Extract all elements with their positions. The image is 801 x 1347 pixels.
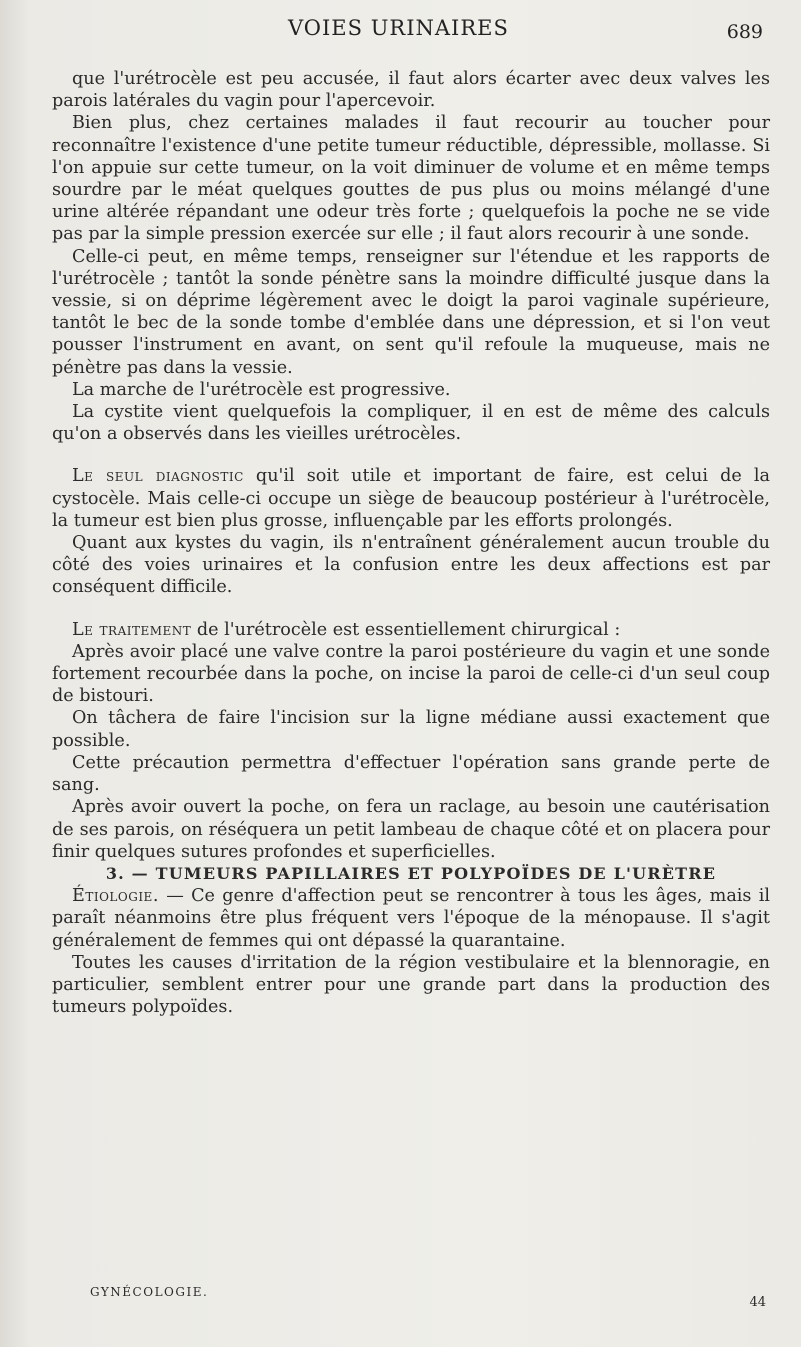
section-heading: 3. — TUMEURS PAPILLAIRES ET POLYPOÏDES DE L'URÈTRE	[105, 863, 717, 883]
paragraph: On tâchera de faire l'incision sur la ligne médiane aussi exactement que possible.	[52, 708, 770, 751]
page-footer	[52, 1285, 770, 1325]
paragraph: Celle-ci peut, en même temps, renseigner sur l'étendue et les rapports de l'urétrocèle ; tantôt la sonde pénètre sans la moindre difficulté jusque dans la vessie, si on déprime légèrement avec le doigt la paroi vaginale supérieure, tantôt le bec de la sonde tombe d'emblée dans une dépression, et si l'on veut pousser l'instrument en avant, on sent qu'il refoule la muqueuse, mais ne pénètre pas dans la vessie.	[52, 246, 770, 378]
paragraph: que l'urétrocèle est peu accusée, il faut alors écarter avec deux valves les parois latérales du vagin pour l'apercevoir.	[52, 69, 770, 112]
page-number: 689	[726, 21, 763, 43]
paragraph: Quant aux kystes du vagin, ils n'entraînent généralement aucun trouble du côté des voies urinaires et la confusion entre les deux affections est par conséquent difficile.	[52, 533, 770, 598]
paragraph-diagnostic: Le seul diagnostic qu'il soit utile et important de faire, est celui de la cystocèle. Mais celle-ci occupe un siège de beaucoup postérieur à l'urétrocèle, la tumeur est bien plus grosse, influençable par les efforts prolongés.	[52, 466, 770, 531]
paragraph: Cette précaution permettra d'effectuer l'opération sans grande perte de sang.	[52, 752, 770, 796]
signature-label: GYNÉCOLOGIE.	[90, 1285, 209, 1299]
signature-number: 44	[749, 1295, 766, 1310]
running-head	[0, 14, 801, 44]
paragraph-traitement: Le traitement de l'urétrocèle est essentiellement chirurgical :	[72, 619, 621, 640]
body-text	[52, 68, 770, 1018]
paragraph: Bien plus, chez certaines malades il faut recourir au toucher pour reconnaître l'existence d'une petite tumeur réductible, dépressible, mollasse. Si l'on appuie sur cette tumeur, on la voit diminuer de volume et en même temps sourdre par le méat quelques gouttes de pus plus ou moins mélangé d'une urine altérée répandant une odeur très forte ; quelquefois la poche ne se vide pas par la simple pression exercée sur elle ; il faut alors recourir à une sonde.	[52, 113, 770, 245]
run-in-term: Le traitement	[72, 619, 192, 640]
paragraph: La marche de l'urétrocèle est progressive.	[72, 379, 451, 400]
paragraph: La cystite vient quelquefois la compliquer, il en est de même des calculs qu'on a observés dans les vieilles urétrocèles.	[52, 402, 770, 445]
paragraph-etiologie: Étiologie. — Ce genre d'affection peut se rencontrer à tous les âges, mais il paraît néanmoins être plus fréquent vers l'époque de la ménopause. Il s'agit généralement de femmes qui ont dépassé la quarantaine.	[52, 886, 770, 951]
running-title: VOIES URINAIRES	[288, 16, 509, 40]
paragraph: Après avoir ouvert la poche, on fera un raclage, au besoin une cautérisation de ses parois, on réséquera un petit lambeau de chaque côté et on placera pour finir quelques sutures profondes et superficielles.	[52, 797, 770, 862]
run-in-term: Étiologie.	[72, 886, 159, 907]
run-in-term: Le seul diagnostic	[72, 466, 244, 487]
paragraph: Toutes les causes d'irritation de la région vestibulaire et la blennoragie, en particulier, semblent entrer pour une grande part dans la production des tumeurs polypoïdes.	[52, 952, 770, 1018]
paragraph: Après avoir placé une valve contre la paroi postérieure du vagin et une sonde fortement recourbée dans la poche, on incise la paroi de celle-ci d'un seul coup de bistouri.	[52, 641, 770, 707]
